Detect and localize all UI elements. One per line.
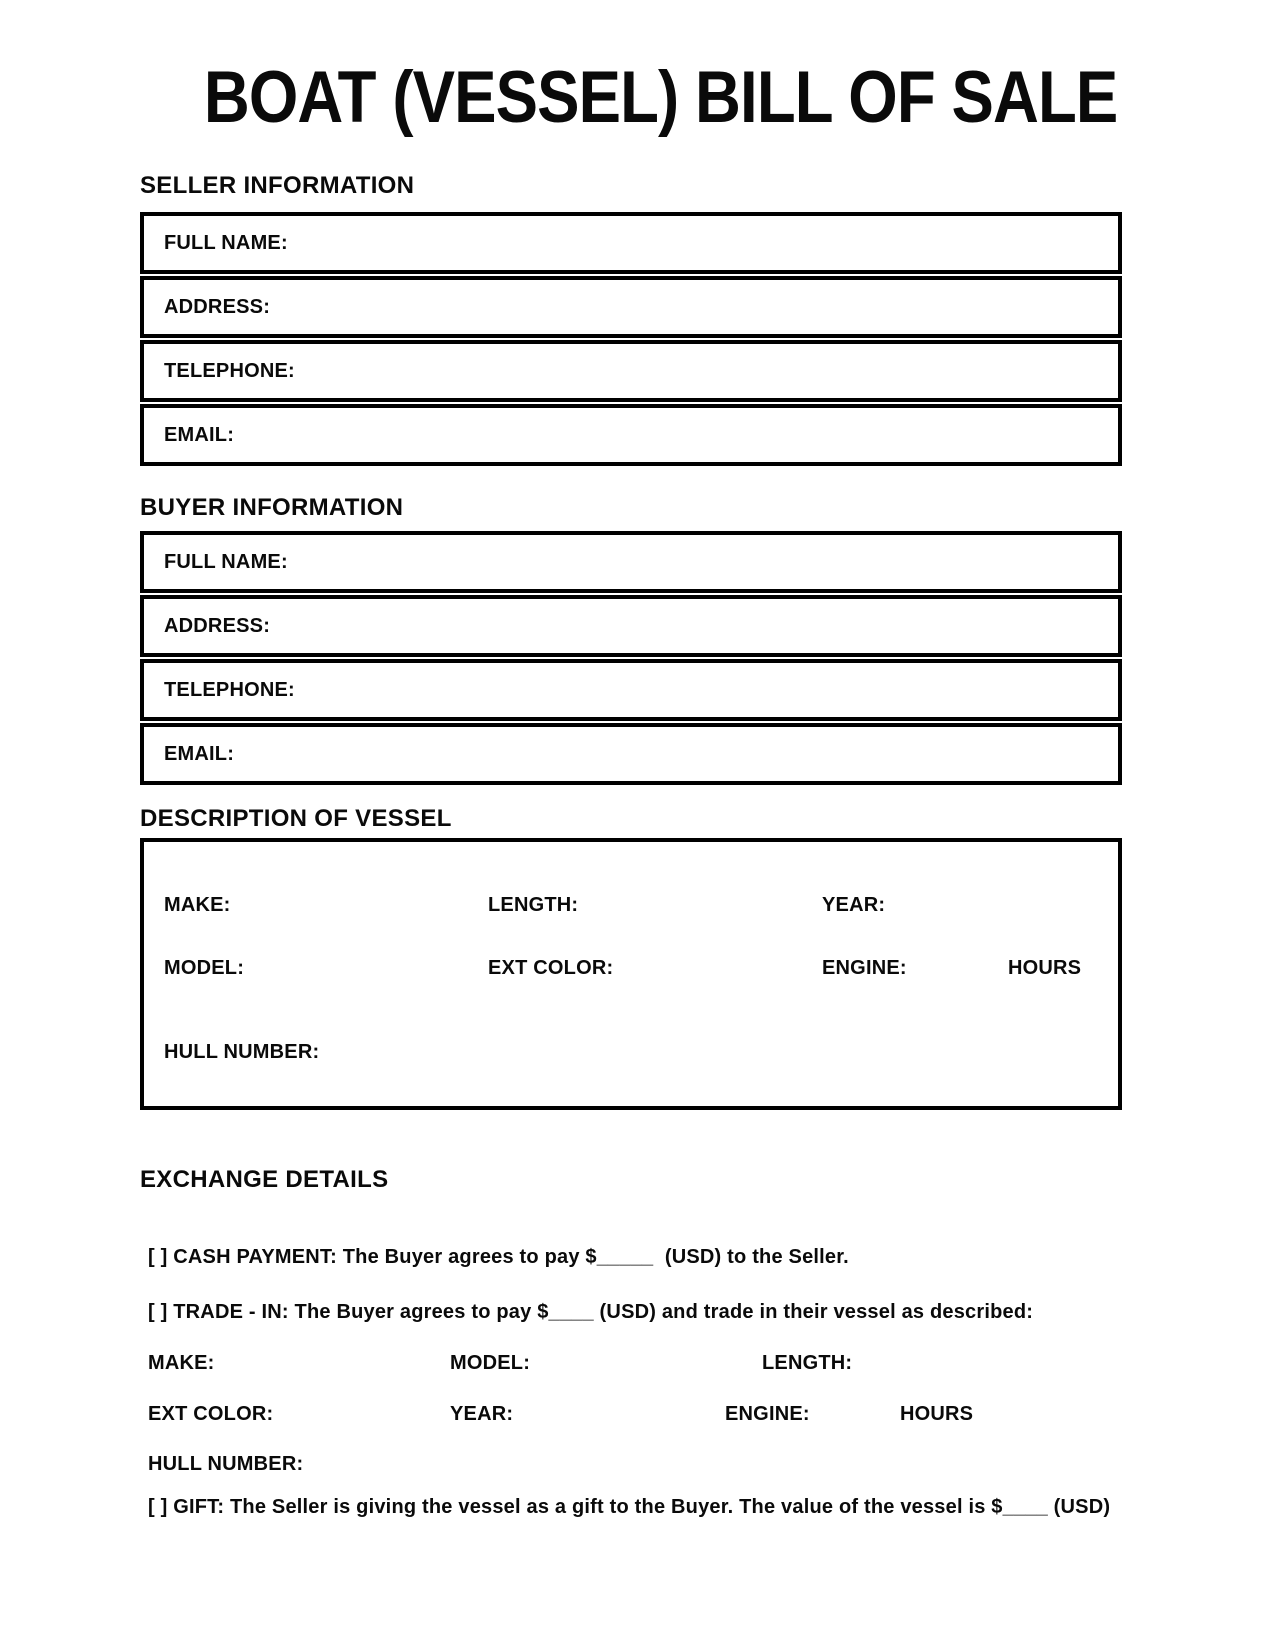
vessel-model-label: MODEL: — [164, 957, 245, 979]
seller-fields — [140, 212, 1122, 466]
seller-full-name-field[interactable] — [140, 212, 1122, 274]
trade-in-engine-label: ENGINE: — [725, 1403, 810, 1425]
trade-in-hours-label: HOURS — [900, 1403, 974, 1425]
cash-payment-text: CASH PAYMENT: The Buyer agrees to pay $_____ (USD) to the Seller. — [167, 1246, 849, 1268]
trade-in-row-2 — [140, 1402, 1122, 1426]
buyer-email-label: EMAIL: — [164, 742, 235, 765]
vessel-row-3 — [164, 1040, 1118, 1064]
vessel-description-box — [140, 838, 1122, 1110]
trade-in-hull-number-label: HULL NUMBER: — [148, 1453, 304, 1475]
seller-email-label: EMAIL: — [164, 423, 235, 446]
trade-in-row-1 — [140, 1351, 1122, 1375]
trade-in-row-3 — [140, 1452, 1122, 1476]
trade-in-length-label: LENGTH: — [762, 1352, 853, 1374]
cash-payment-checkbox[interactable]: [ ] — [148, 1246, 168, 1268]
seller-full-name-label: FULL NAME: — [164, 231, 288, 254]
vessel-ext-color-field[interactable] — [488, 956, 822, 980]
document-title: BOAT (VESSEL) BILL OF SALE — [203, 57, 1118, 138]
vessel-section — [140, 806, 1122, 1110]
trade-in-make-label: MAKE: — [148, 1352, 215, 1374]
vessel-engine-label: ENGINE: — [822, 957, 907, 979]
seller-address-label: ADDRESS: — [164, 295, 271, 318]
buyer-section — [140, 495, 1122, 785]
gift-option — [140, 1495, 1122, 1520]
trade-in-hull-number-field[interactable] — [148, 1452, 1122, 1476]
vessel-hours-label: HOURS — [1008, 957, 1082, 979]
gift-checkbox[interactable]: [ ] — [148, 1496, 168, 1518]
trade-in-engine-field[interactable] — [725, 1402, 900, 1426]
vessel-row-1 — [164, 893, 1118, 917]
buyer-heading: BUYER INFORMATION — [140, 494, 404, 521]
vessel-engine-field[interactable] — [822, 956, 1008, 980]
trade-in-year-field[interactable] — [450, 1402, 725, 1426]
trade-in-checkbox[interactable]: [ ] — [148, 1301, 168, 1323]
buyer-address-label: ADDRESS: — [164, 614, 271, 637]
trade-in-ext-color-label: EXT COLOR: — [148, 1403, 274, 1425]
buyer-telephone-label: TELEPHONE: — [164, 678, 295, 701]
vessel-hull-number-field[interactable] — [164, 1040, 488, 1064]
trade-in-option — [140, 1300, 1122, 1325]
seller-email-field[interactable] — [140, 404, 1122, 466]
vessel-heading: DESCRIPTION OF VESSEL — [140, 805, 452, 832]
trade-in-ext-color-field[interactable] — [148, 1402, 450, 1426]
buyer-full-name-label: FULL NAME: — [164, 550, 288, 573]
vessel-ext-color-label: EXT COLOR: — [488, 957, 614, 979]
vessel-length-field[interactable] — [488, 893, 822, 917]
trade-in-text: TRADE - IN: The Buyer agrees to pay $____ (USD) and trade in their vessel as described: — [167, 1301, 1034, 1323]
seller-section — [140, 173, 1122, 466]
trade-in-hours-field[interactable] — [900, 1402, 1122, 1426]
buyer-full-name-field[interactable] — [140, 531, 1122, 593]
vessel-hours-field[interactable] — [1008, 956, 1118, 980]
vessel-length-label: LENGTH: — [488, 894, 579, 916]
gift-text: GIFT: The Seller is giving the vessel as a gift to the Buyer. The value of the vessel is $____ (USD) — [167, 1496, 1111, 1518]
vessel-hull-number-label: HULL NUMBER: — [164, 1041, 320, 1063]
buyer-address-field[interactable] — [140, 595, 1122, 657]
trade-in-model-field[interactable] — [450, 1351, 762, 1375]
seller-telephone-field[interactable] — [140, 340, 1122, 402]
cash-payment-option — [140, 1245, 1122, 1270]
seller-telephone-label: TELEPHONE: — [164, 359, 295, 382]
vessel-make-field[interactable] — [164, 893, 488, 917]
seller-heading: SELLER INFORMATION — [140, 172, 415, 199]
vessel-row1-spacer — [1008, 893, 1118, 917]
exchange-section — [140, 1167, 1122, 1520]
trade-in-model-label: MODEL: — [450, 1352, 531, 1374]
trade-in-length-field[interactable] — [762, 1351, 1122, 1375]
exchange-heading: EXCHANGE DETAILS — [140, 1166, 389, 1193]
vessel-make-label: MAKE: — [164, 894, 231, 916]
vessel-model-field[interactable] — [164, 956, 488, 980]
vessel-row-2 — [164, 956, 1118, 980]
buyer-fields — [140, 531, 1122, 785]
trade-in-make-field[interactable] — [148, 1351, 450, 1375]
trade-in-year-label: YEAR: — [450, 1403, 514, 1425]
vessel-year-field[interactable] — [822, 893, 1008, 917]
seller-address-field[interactable] — [140, 276, 1122, 338]
vessel-year-label: YEAR: — [822, 894, 886, 916]
buyer-telephone-field[interactable] — [140, 659, 1122, 721]
buyer-email-field[interactable] — [140, 723, 1122, 785]
